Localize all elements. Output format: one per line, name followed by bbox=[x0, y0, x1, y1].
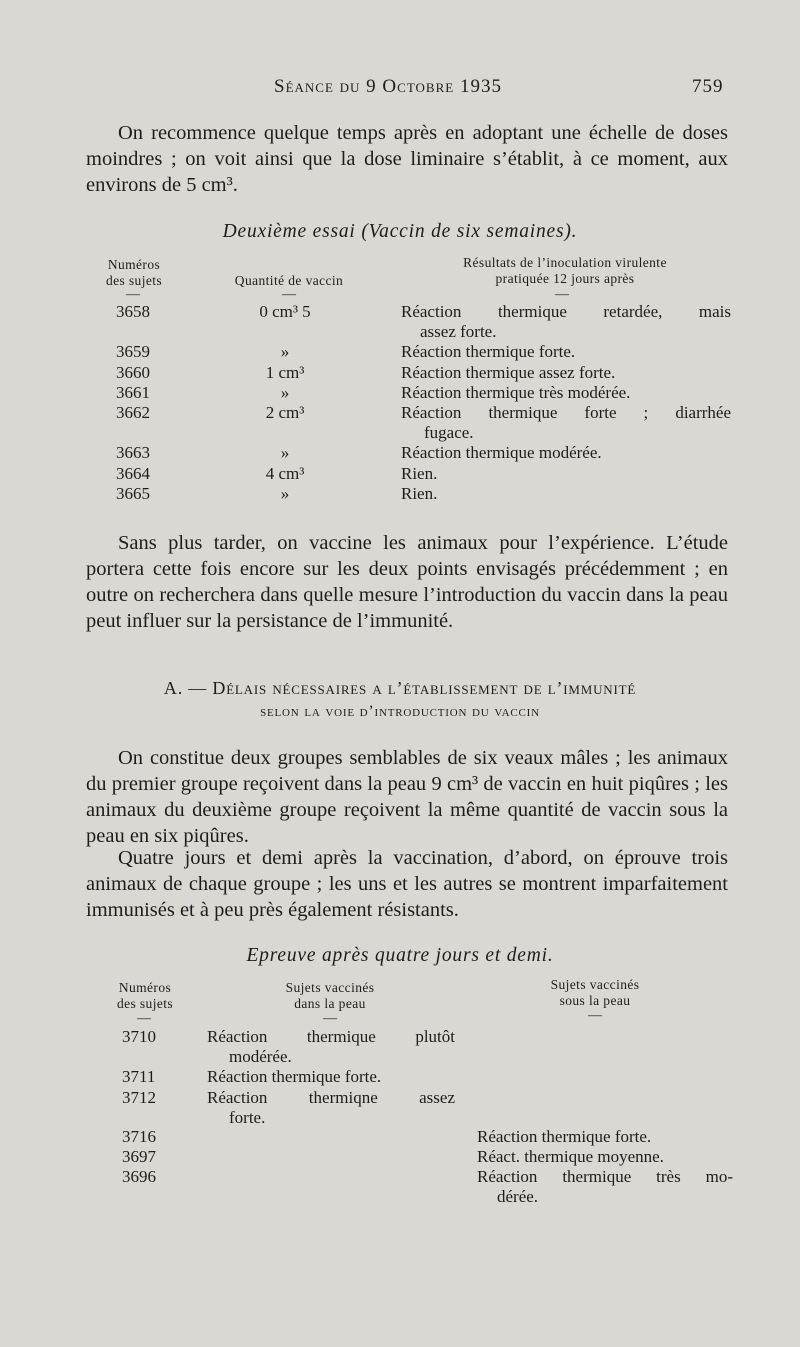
table1-header-num: Numéros des sujets bbox=[105, 257, 163, 288]
table2-header-num: Numéros des sujets bbox=[116, 980, 174, 1011]
table2-header-peau: Sujets vaccinés dans la peau bbox=[285, 980, 375, 1011]
table1-caption: Deuxième essai (Vaccin de six semaines). bbox=[222, 221, 578, 242]
table1-num: 3662 bbox=[116, 403, 150, 422]
table1-header-qty: Quantité de vaccin bbox=[234, 273, 344, 288]
table1-dash-1: — bbox=[126, 287, 140, 302]
table1-result: Réaction thermique assez forte. bbox=[401, 363, 616, 382]
table1-result: Réaction thermique très modérée. bbox=[401, 383, 631, 402]
table1-num: 3660 bbox=[116, 363, 150, 382]
table2-caption: Epreuve après quatre jours et demi. bbox=[246, 945, 554, 966]
table2-peau: Réaction thermique plutôt bbox=[207, 1027, 455, 1046]
table2-peau-cont: forte. bbox=[229, 1108, 266, 1127]
table1-result: Réaction thermique retardée, mais bbox=[401, 302, 731, 321]
table1-num: 3659 bbox=[116, 342, 150, 361]
table2-sous: Réaction thermique très mo- bbox=[477, 1167, 733, 1186]
table2-sous: Réact. thermique moyenne. bbox=[477, 1147, 664, 1166]
table1-qty: 4 cm³ bbox=[265, 464, 305, 483]
paragraph-3: On constitue deux groupes semblables de six veaux mâles ; les animaux du premier groupe reçoivent dans la peau 9 cm³ de vaccin en huit piqûres ; les animaux du deuxième groupe reçoivent la même quantité de vaccin sous la peau en six piqûres. bbox=[86, 747, 728, 847]
table1-qty: » bbox=[280, 383, 290, 402]
table1-qty: » bbox=[280, 443, 290, 462]
table2-peau: Réaction thermiqne assez bbox=[207, 1088, 455, 1107]
table2-peau: Réaction thermique forte. bbox=[207, 1067, 382, 1086]
table1-qty: 1 cm³ bbox=[265, 363, 305, 382]
table2-dash-1: — bbox=[137, 1011, 151, 1026]
table1-num: 3661 bbox=[116, 383, 150, 402]
table2-num: 3716 bbox=[122, 1127, 156, 1146]
table1-header-results: Résultats de l’inoculation virulente pratiquée 12 jours après bbox=[463, 255, 667, 286]
table2-num: 3712 bbox=[122, 1088, 156, 1107]
table2-peau-cont: modérée. bbox=[229, 1047, 292, 1066]
table1-result: Rien. bbox=[401, 464, 438, 483]
page-number: 759 bbox=[692, 76, 724, 97]
table1-qty: 2 cm³ bbox=[265, 403, 305, 422]
table1-result: Réaction thermique forte ; diarrhée bbox=[401, 403, 731, 422]
paragraph-4: Quatre jours et demi après la vaccination, d’abord, on éprouve trois animaux de chaque groupe ; les uns et les autres se montrent imparfaitement immunisés et à peu près également résistants. bbox=[86, 847, 728, 921]
table1-qty: 0 cm³ 5 bbox=[259, 302, 311, 321]
header-title: Séance du 9 Octobre 1935 bbox=[274, 76, 502, 97]
table1-num: 3658 bbox=[116, 302, 150, 321]
table1-dash-3: — bbox=[555, 287, 569, 302]
table2-sous-cont: dérée. bbox=[497, 1187, 539, 1206]
table2-dash-2: — bbox=[323, 1011, 337, 1026]
table2-num: 3711 bbox=[122, 1067, 156, 1086]
table2-header-sous: Sujets vaccinés sous la peau bbox=[550, 977, 640, 1008]
table2-sous: Réaction thermique forte. bbox=[477, 1127, 652, 1146]
table1-num: 3665 bbox=[116, 484, 150, 503]
intro-paragraph: On recommence quelque temps après en adoptant une échelle de doses moindres ; on voit ainsi que la dose liminaire s’établit, à ce moment, aux environs de 5 cm³. bbox=[86, 122, 728, 196]
table1-result-cont: assez forte. bbox=[420, 322, 497, 341]
table1-result: Rien. bbox=[401, 484, 438, 503]
table1-dash-2: — bbox=[282, 287, 296, 302]
table1-result-cont: fugace. bbox=[424, 423, 474, 442]
table1-result: Réaction thermique forte. bbox=[401, 342, 576, 361]
table1-result: Réaction thermique modérée. bbox=[401, 443, 602, 462]
table1-num: 3664 bbox=[116, 464, 150, 483]
table2-num: 3710 bbox=[122, 1027, 156, 1046]
table2-num: 3697 bbox=[122, 1147, 156, 1166]
section-heading: A. — Délais nécessaires a l’établissement de l’immunité selon la voie d’introduction du vaccin bbox=[163, 678, 637, 720]
table2-dash-3: — bbox=[588, 1008, 602, 1023]
paragraph-2: Sans plus tarder, on vaccine les animaux pour l’expérience. L’étude portera cette fois encore sur les deux points envisagés précédemment ; en outre on recherchera dans quelle mesure l’introduction du vaccin dans la peau peut influer sur la persistance de l’immunité. bbox=[86, 532, 728, 632]
table1-qty: » bbox=[280, 342, 290, 361]
table1-num: 3663 bbox=[116, 443, 150, 462]
table2-num: 3696 bbox=[122, 1167, 156, 1186]
table1-qty: » bbox=[280, 484, 290, 503]
